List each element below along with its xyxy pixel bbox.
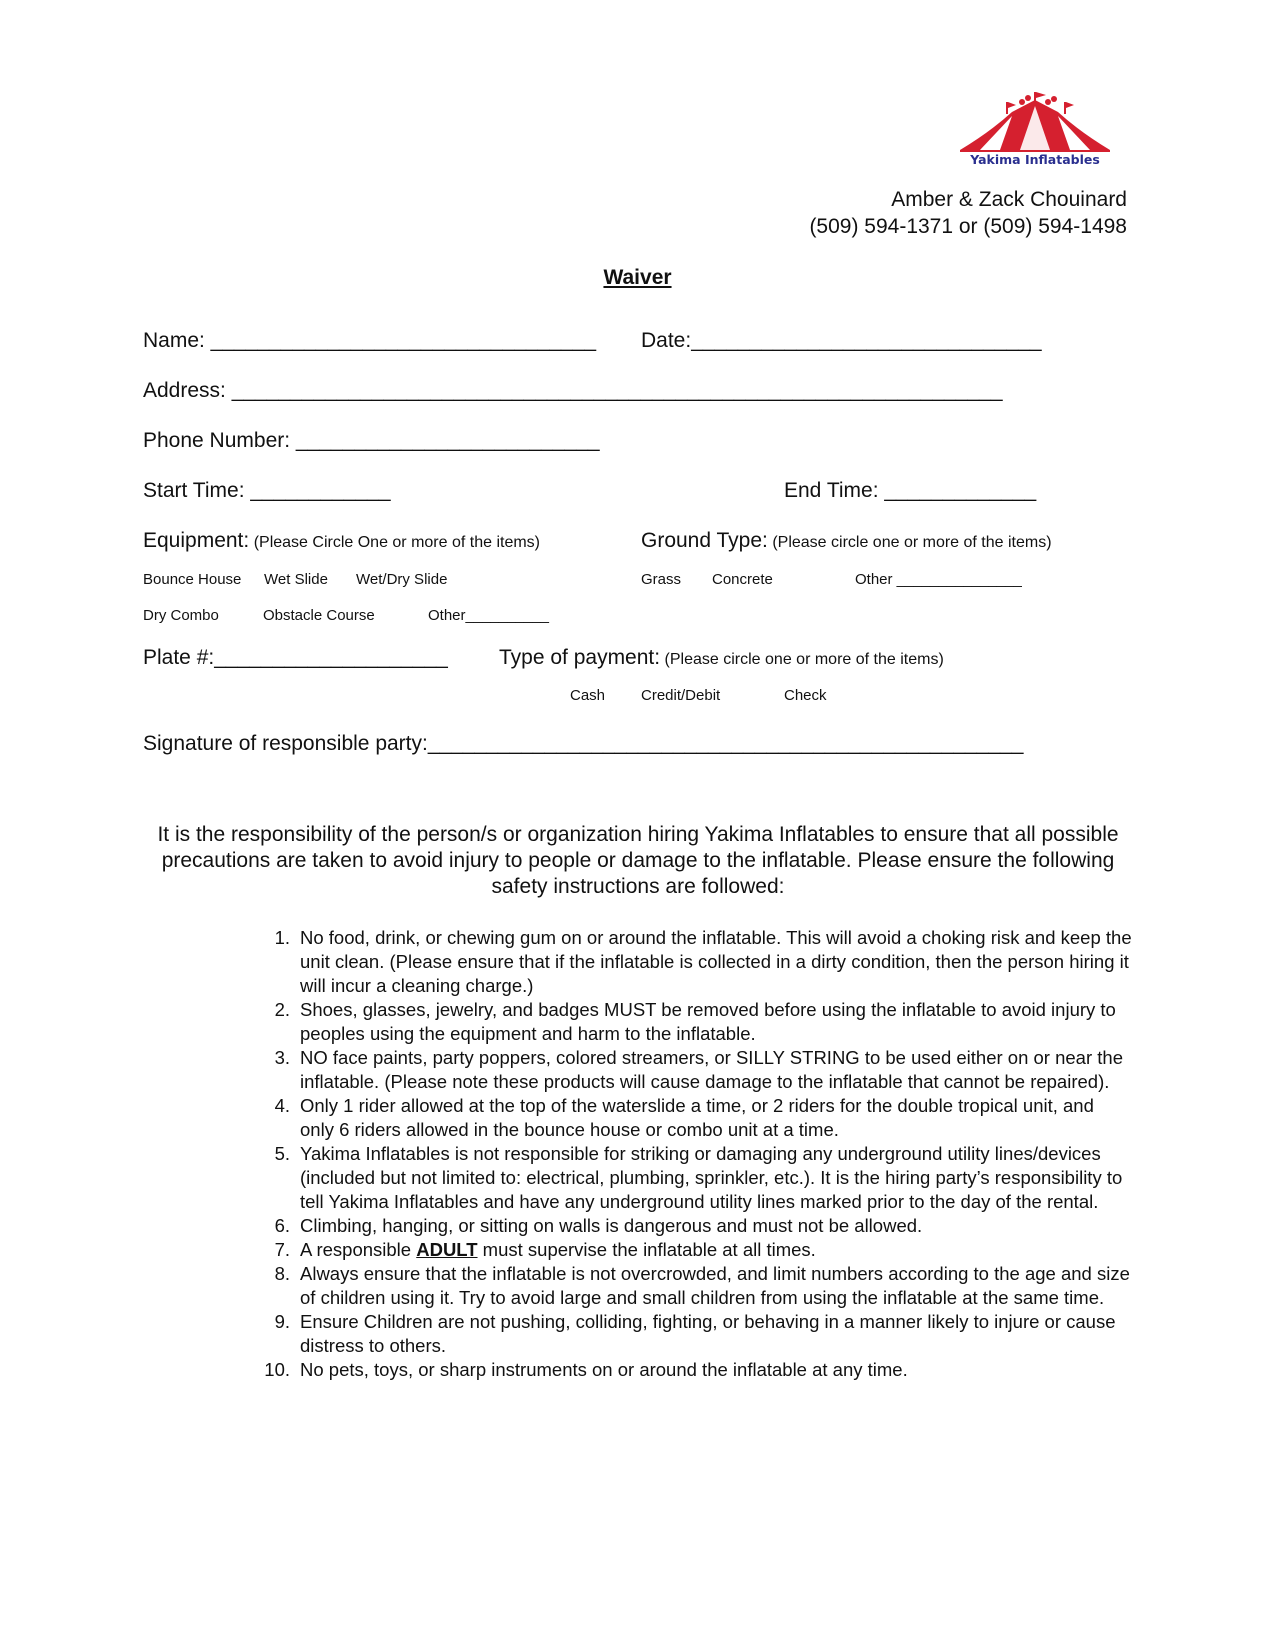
payment-option-cash[interactable]: Cash: [570, 687, 606, 704]
ground-option-grass[interactable]: Grass: [641, 571, 682, 588]
contact-block: [809, 186, 1127, 240]
rule-number: 6.: [274, 1215, 290, 1236]
rule-number: 3.: [274, 1047, 290, 1068]
rule-number: 1.: [274, 927, 290, 948]
rule-text: No food, drink, or chewing gum on or around the inflatable. This will avoid a choking risk and keep the unit clean. (Please ensure that if the inflatable is collected in a dirty condition, then the person hiring it will incur a cleaning charge.): [300, 927, 1132, 996]
rule-item: [262, 1046, 1132, 1094]
rule-item: [262, 1214, 1132, 1238]
rule-number: 5.: [274, 1143, 290, 1164]
payment-option-credit-debit[interactable]: Credit/Debit: [641, 687, 721, 704]
rule-text: NO face paints, party poppers, colored streamers, or SILLY STRING to be used either on or near the inflatable. (Please note these products will cause damage to the inflatable that cannot be repaired).: [300, 1047, 1123, 1092]
equipment-option-dry-combo[interactable]: Dry Combo: [143, 607, 219, 624]
rule-number: 4.: [274, 1095, 290, 1116]
rule-number: 10.: [264, 1359, 290, 1380]
ground-option-other[interactable]: Other _______________: [855, 571, 1022, 588]
ground-type-label: Ground Type:: [641, 529, 768, 552]
payment-label: Type of payment:: [499, 646, 661, 669]
rule-item: [262, 926, 1132, 998]
rule-text: Only 1 rider allowed at the top of the waterslide a time, or 2 riders for the double tropical unit, and only 6 riders allowed in the bounce house or combo unit at a time.: [300, 1095, 1094, 1140]
ground-option-concrete[interactable]: Concrete: [712, 571, 773, 588]
signature-field[interactable]: Signature of responsible party:___________________________________________________: [143, 732, 1024, 755]
rule-number: 2.: [274, 999, 290, 1020]
rule-number: 9.: [274, 1311, 290, 1332]
rule-item: [262, 1142, 1132, 1214]
ground-type-note: (Please circle one or more of the items): [772, 534, 1052, 551]
rule-number: 8.: [274, 1263, 290, 1284]
name-field[interactable]: Name: _________________________________: [143, 329, 597, 352]
responsibility-paragraph: It is the responsibility of the person/s or organization hiring Yakima Inflatables to ensure that all possible precautions are taken to avoid injury to people or damage to the inflatable. Please ensure the following safety instructions are followed:: [157, 823, 1119, 898]
equipment-note: (Please Circle One or more of the items): [253, 534, 541, 551]
rule-text: Yakima Inflatables is not responsible for striking or damaging any underground utility lines/devices (included but not limited to: electrical, plumbing, sprinkler, etc.). It is the hiring party’s responsibility to tell Yakima Inflatables and have any underground utility lines marked prior to the day of the rental.: [300, 1143, 1123, 1212]
equipment-option-wet-slide[interactable]: Wet Slide: [264, 571, 328, 588]
rule-text-pre: A responsible: [300, 1239, 417, 1260]
rule-text: Climbing, hanging, or sitting on walls is dangerous and must not be allowed.: [300, 1215, 923, 1236]
contact-names: Amber & Zack Chouinard: [891, 188, 1127, 211]
rule-item: [262, 1358, 1132, 1382]
rule-text-post: must supervise the inflatable at all times.: [477, 1239, 816, 1260]
rule-item: [262, 1238, 1132, 1262]
equipment-option-other[interactable]: Other__________: [428, 607, 549, 624]
rule-item: [262, 998, 1132, 1046]
rule-text: Shoes, glasses, jewelry, and badges MUST be removed before using the inflatable to avoid injury to peoples using the equipment and harm to the inflatable.: [300, 999, 1116, 1044]
equipment-option-obstacle-course[interactable]: Obstacle Course: [263, 607, 375, 624]
equipment-option-bounce-house[interactable]: Bounce House: [143, 571, 242, 588]
start-time-field[interactable]: Start Time: ____________: [143, 479, 391, 502]
rule-emphasis: ADULT: [416, 1239, 478, 1260]
rule-item: [262, 1310, 1132, 1358]
safety-rules-list: [262, 926, 1132, 1382]
contact-phones: (509) 594-1371 or (509) 594-1498: [809, 215, 1127, 238]
payment-heading: [499, 646, 944, 670]
phone-number-field[interactable]: Phone Number: __________________________: [143, 429, 600, 452]
logo-text: Yakima Inflatables: [970, 152, 1100, 167]
equipment-heading: [143, 529, 540, 553]
equipment-label: Equipment:: [143, 529, 250, 552]
rule-item: [262, 1262, 1132, 1310]
rule-text: Ensure Children are not pushing, colliding, fighting, or behaving in a manner likely to injure or cause distress to others.: [300, 1311, 1116, 1356]
payment-note: (Please circle one or more of the items): [664, 651, 944, 668]
ground-type-heading: [641, 529, 1052, 553]
equipment-option-wet-dry-slide[interactable]: Wet/Dry Slide: [356, 571, 448, 588]
payment-option-check[interactable]: Check: [784, 687, 827, 704]
address-field[interactable]: Address: __________________________________________________________________: [143, 379, 1003, 402]
date-field[interactable]: Date:______________________________: [641, 329, 1042, 352]
rule-number: 7.: [274, 1239, 290, 1260]
rule-item: [262, 1094, 1132, 1142]
rule-text: No pets, toys, or sharp instruments on or around the inflatable at any time.: [300, 1359, 908, 1380]
plate-number-field[interactable]: Plate #:____________________: [143, 646, 448, 669]
document-title: Waiver: [603, 266, 672, 289]
rule-text: Always ensure that the inflatable is not overcrowded, and limit numbers according to the age and size of children using it. Try to avoid large and small children from using the inflatable at the same time.: [300, 1263, 1130, 1308]
end-time-field[interactable]: End Time: _____________: [784, 479, 1037, 502]
